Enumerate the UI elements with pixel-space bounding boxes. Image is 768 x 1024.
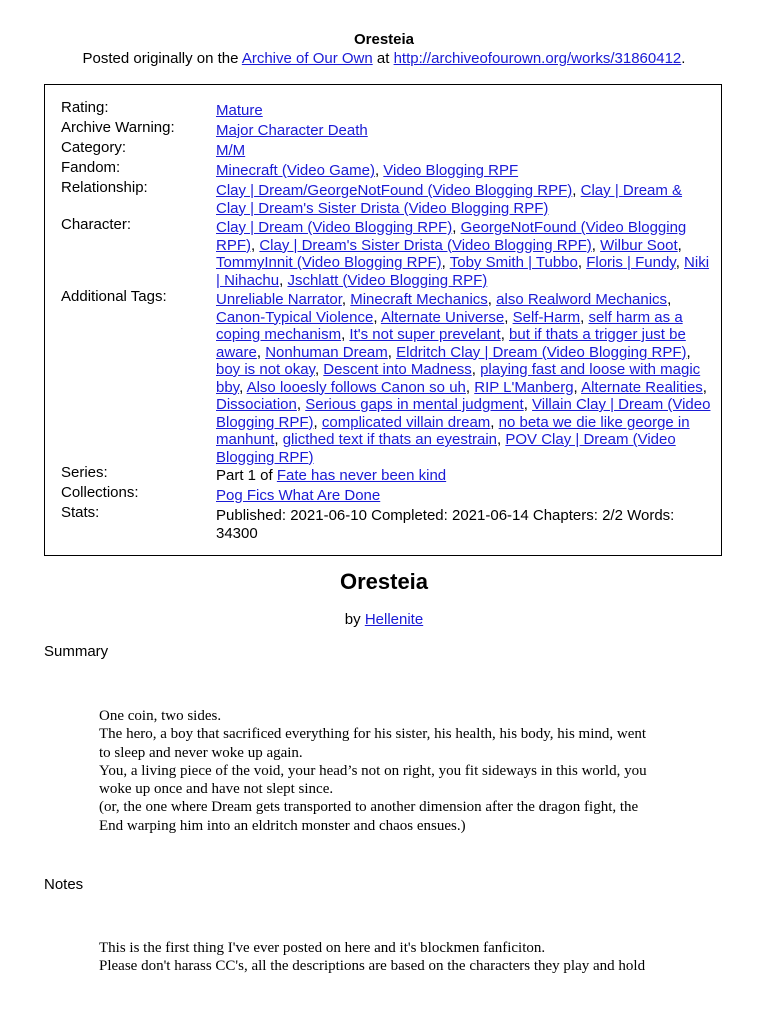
meta-label-character: Character:	[61, 216, 132, 233]
tag-link[interactable]: Clay | Dream & Clay | Dream's Sister Drista (Video Blogging RPF)	[216, 182, 683, 217]
tag-link[interactable]: Mature	[216, 102, 263, 119]
tag-link[interactable]: Also looesly follows Canon so uh	[246, 378, 466, 396]
tag-link[interactable]: Video Blogging RPF	[383, 162, 519, 179]
meta-label-series: Series:	[61, 464, 108, 481]
meta-value-character: Clay | Dream (Video Blogging RPF), GeorgeNotFound (Video Blogging RPF), Clay | Dream's Sister Drista (Video Blogging RPF), Wilbur Soot, TommyInnit (Video Blogging RPF), Toby Smith | Tubbo, Floris | Fundy, Niki | Nihachu, Jschlatt (Video Blogging RPF)	[216, 219, 710, 289]
tag-link[interactable]: complicated villain dream	[321, 413, 491, 431]
author-link[interactable]: Hellenite	[364, 611, 424, 628]
tag-link[interactable]: Niki | Nihachu	[216, 254, 710, 289]
tag-link[interactable]: RIP L'Manberg	[474, 378, 574, 396]
tag-link[interactable]: Dissociation	[216, 396, 297, 413]
tag-link[interactable]: Wilbur Soot	[600, 236, 678, 254]
series-prefix: Part 1 of	[216, 467, 277, 484]
tag-link[interactable]: Jschlatt (Video Blogging RPF)	[287, 271, 488, 289]
tag-link[interactable]: Clay | Dream's Sister Drista (Video Blogging RPF)	[259, 236, 592, 254]
document-title: Oresteia	[353, 31, 415, 48]
tag-link[interactable]: Minecraft Mechanics	[350, 291, 488, 308]
tag-link[interactable]: Villain Clay | Dream (Video Blogging RPF)	[216, 396, 711, 431]
tag-link[interactable]: Toby Smith | Tubbo	[449, 254, 578, 271]
tag-link[interactable]: Alternate Realities	[581, 378, 703, 396]
period: .	[681, 50, 686, 67]
meta-value-rating	[216, 102, 711, 120]
tag-link[interactable]: Canon-Typical Violence	[216, 308, 374, 326]
tag-link[interactable]: boy is not okay	[216, 361, 315, 378]
summary-line: woke up once and have not slept since.	[99, 781, 334, 798]
tag-link[interactable]: GeorgeNotFound (Video Blogging RPF)	[216, 219, 687, 254]
notes-line: Please don't harass CC's, all the descriptions are based on the characters they play and hold	[99, 958, 646, 975]
meta-value-category	[216, 142, 711, 160]
tag-link[interactable]: also Realword Mechanics	[496, 291, 668, 308]
summary-line: (or, the one where Dream gets transported to another dimension after the dragon fight, the	[99, 799, 639, 816]
posted-originally-line	[0, 50, 768, 67]
tag-link[interactable]: Floris | Fundy	[586, 254, 676, 271]
by-text: by	[344, 611, 365, 628]
notes-text	[99, 939, 679, 976]
meta-label-warning: Archive Warning:	[61, 119, 175, 136]
meta-value-collections	[216, 487, 711, 505]
meta-label-tags: Additional Tags:	[61, 288, 167, 305]
meta-label-fandom: Fandom:	[61, 159, 121, 176]
tag-link[interactable]: playing fast and loose with magic bby	[216, 361, 701, 396]
archive-link[interactable]: Archive of Our Own	[241, 50, 373, 67]
meta-value-warning	[216, 122, 711, 140]
meta-label-relationship: Relationship:	[61, 179, 148, 196]
summary-heading: Summary	[44, 643, 109, 660]
tag-link[interactable]: M/M	[216, 142, 246, 159]
summary-line: The hero, a boy that sacrificed everything for his sister, his health, his body, his mind, went	[99, 726, 647, 743]
tag-link[interactable]: Serious gaps in mental judgment	[305, 396, 524, 413]
summary-line: You, a living piece of the void, your head’s not on right, you fit sideways in this world, you	[99, 762, 647, 779]
tag-link[interactable]: Alternate Universe	[380, 308, 505, 326]
tag-link[interactable]: Descent into Madness	[323, 361, 472, 378]
meta-label-rating: Rating:	[61, 99, 109, 116]
meta-value-fandom: Minecraft (Video Game), Video Blogging RPF	[216, 162, 519, 179]
work-title: Oresteia	[339, 569, 429, 594]
summary-text	[99, 707, 679, 835]
tag-link[interactable]: Clay | Dream (Video Blogging RPF)	[216, 219, 453, 236]
tag-link[interactable]: Clay | Dream/GeorgeNotFound (Video Blogging RPF)	[216, 182, 573, 199]
at-text: at	[372, 50, 394, 67]
meta-label-category: Category:	[61, 139, 127, 156]
posted-prefix: Posted originally on the	[82, 50, 242, 67]
meta-label-stats: Stats:	[61, 504, 100, 521]
meta-value-relationship: Clay | Dream/GeorgeNotFound (Video Blogging RPF), Clay | Dream & Clay | Dream's Sister Drista (Video Blogging RPF)	[216, 182, 683, 217]
byline	[0, 611, 768, 628]
tag-link[interactable]: but if thats a trigger just be aware	[216, 326, 686, 361]
tag-link[interactable]: TommyInnit (Video Blogging RPF)	[216, 254, 442, 271]
notes-heading: Notes	[44, 876, 84, 893]
meta-value-stats: Published: 2021-06-10 Completed: 2021-06-14 Chapters: 2/2 Words: 34300	[216, 507, 675, 542]
tag-link[interactable]: no beta we die like george in manhunt	[216, 413, 690, 448]
tag-link[interactable]: Self-Harm	[512, 308, 581, 326]
tag-link[interactable]: Pog Fics What Are Done	[216, 487, 381, 504]
tag-link[interactable]: POV Clay | Dream (Video Blogging RPF)	[216, 431, 676, 466]
tag-link[interactable]: self harm as a coping mechanism	[216, 308, 683, 343]
tag-link[interactable]: It's not super prevelant	[349, 326, 501, 343]
tag-link[interactable]: Minecraft (Video Game)	[216, 162, 375, 179]
meta-label-collections: Collections:	[61, 484, 139, 501]
meta-value-series	[216, 467, 711, 485]
work-url-link[interactable]: http://archiveofourown.org/works/31860412	[393, 50, 682, 67]
tag-link[interactable]: Unreliable Narrator	[216, 291, 342, 308]
metadata-box	[44, 84, 722, 556]
tag-link[interactable]: Nonhuman Dream	[265, 343, 388, 361]
summary-line: End warping him into an eldritch monster and chaos ensues.)	[99, 817, 466, 834]
summary-line: One coin, two sides.	[99, 708, 222, 724]
series-link[interactable]: Fate has never been kind	[276, 467, 447, 484]
notes-line: This is the first thing I've ever posted on here and it's blockmen fanficiton.	[99, 940, 546, 956]
tag-link[interactable]: Eldritch Clay | Dream (Video Blogging RPF)	[396, 343, 687, 361]
summary-line: to sleep and never woke up again.	[99, 744, 303, 761]
tag-link[interactable]: glicthed text if thats an eyestrain	[282, 431, 498, 448]
tag-link[interactable]: Major Character Death	[216, 122, 368, 139]
meta-value-tags: Unreliable Narrator, Minecraft Mechanics, also Realword Mechanics, Canon-Typical Violence, Alternate Universe, Self-Harm, self harm as a coping mechanism, It's not super prevelant, but if thats a trigger just be aware, Nonhuman Dream, Eldritch Clay | Dream (Video Blogging RPF), boy is not okay, Descent into Madness, playing fast and loose with magic bby, Also looesly follows Canon so uh, RIP L'Manberg, Alternate Realities, Dissociation, Serious gaps in mental judgment, Villain Clay | Dream (Video Blogging RPF), complicated villain dream, no beta we die like george in manhunt, glicthed text if thats an eyestrain, POV Clay | Dream (Video Blogging RPF)	[216, 291, 711, 466]
